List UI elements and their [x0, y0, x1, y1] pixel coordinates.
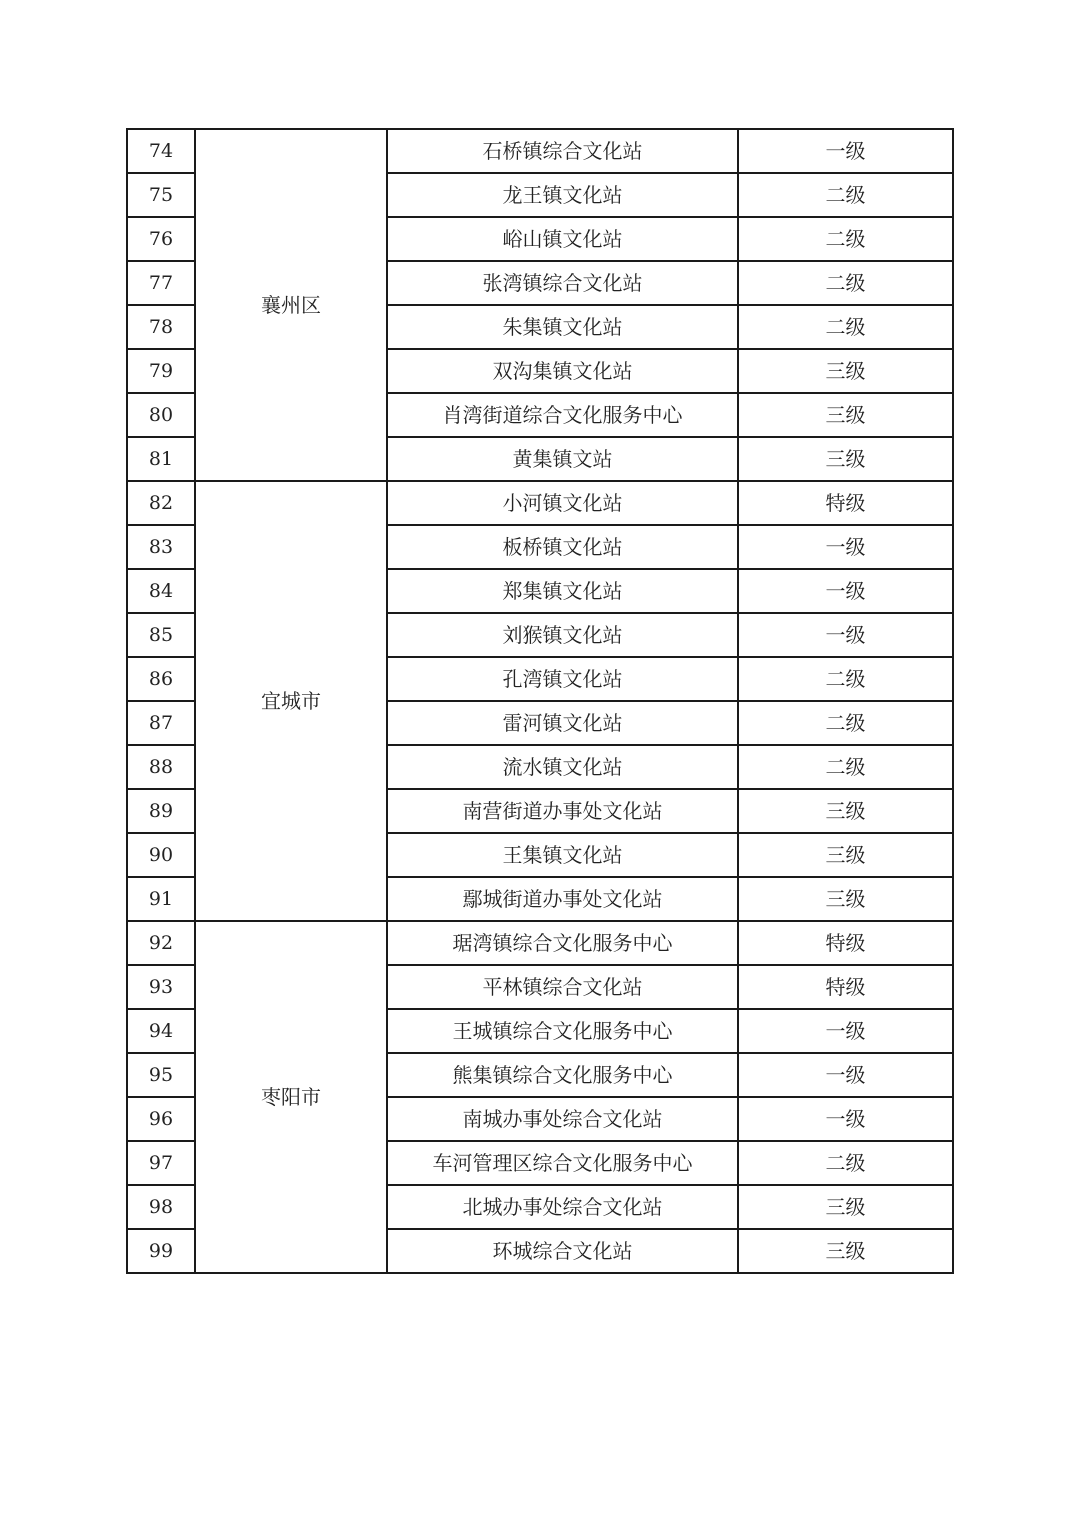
row-number: 95	[127, 1053, 195, 1097]
row-number: 75	[127, 173, 195, 217]
station-name: 环城综合文化站	[387, 1229, 738, 1273]
station-name: 车河管理区综合文化服务中心	[387, 1141, 738, 1185]
station-level: 二级	[738, 657, 953, 701]
row-number: 93	[127, 965, 195, 1009]
row-number: 74	[127, 129, 195, 173]
row-number: 99	[127, 1229, 195, 1273]
station-level: 二级	[738, 217, 953, 261]
station-level: 一级	[738, 525, 953, 569]
station-name: 黄集镇文站	[387, 437, 738, 481]
station-name: 朱集镇文化站	[387, 305, 738, 349]
station-level: 一级	[738, 1097, 953, 1141]
district-name: 襄州区	[195, 129, 387, 481]
row-number: 96	[127, 1097, 195, 1141]
table-row	[127, 921, 953, 965]
station-name: 肖湾街道综合文化服务中心	[387, 393, 738, 437]
station-name: 刘猴镇文化站	[387, 613, 738, 657]
row-number: 86	[127, 657, 195, 701]
row-number: 84	[127, 569, 195, 613]
row-number: 88	[127, 745, 195, 789]
station-name: 南城办事处综合文化站	[387, 1097, 738, 1141]
row-number: 80	[127, 393, 195, 437]
row-number: 82	[127, 481, 195, 525]
row-number: 79	[127, 349, 195, 393]
station-level: 二级	[738, 305, 953, 349]
station-name: 郑集镇文化站	[387, 569, 738, 613]
station-level: 特级	[738, 965, 953, 1009]
row-number: 85	[127, 613, 195, 657]
station-name: 鄢城街道办事处文化站	[387, 877, 738, 921]
station-level: 二级	[738, 173, 953, 217]
station-name: 雷河镇文化站	[387, 701, 738, 745]
station-level: 二级	[738, 1141, 953, 1185]
station-level: 三级	[738, 349, 953, 393]
station-level: 三级	[738, 1185, 953, 1229]
row-number: 83	[127, 525, 195, 569]
table-body	[127, 129, 953, 1273]
station-name: 小河镇文化站	[387, 481, 738, 525]
station-level: 三级	[738, 833, 953, 877]
row-number: 87	[127, 701, 195, 745]
station-name: 北城办事处综合文化站	[387, 1185, 738, 1229]
station-level: 三级	[738, 437, 953, 481]
station-name: 平林镇综合文化站	[387, 965, 738, 1009]
row-number: 94	[127, 1009, 195, 1053]
station-name: 王集镇文化站	[387, 833, 738, 877]
station-level: 特级	[738, 481, 953, 525]
station-level: 三级	[738, 1229, 953, 1273]
station-level: 一级	[738, 129, 953, 173]
station-name: 双沟集镇文化站	[387, 349, 738, 393]
station-name: 板桥镇文化站	[387, 525, 738, 569]
row-number: 89	[127, 789, 195, 833]
district-name: 宜城市	[195, 481, 387, 921]
station-level: 特级	[738, 921, 953, 965]
station-name: 张湾镇综合文化站	[387, 261, 738, 305]
station-level: 二级	[738, 701, 953, 745]
station-name: 琚湾镇综合文化服务中心	[387, 921, 738, 965]
culture-station-table	[126, 128, 954, 1274]
station-level: 三级	[738, 877, 953, 921]
table-row	[127, 129, 953, 173]
row-number: 78	[127, 305, 195, 349]
station-level: 一级	[738, 1053, 953, 1097]
station-name: 龙王镇文化站	[387, 173, 738, 217]
station-level: 一级	[738, 613, 953, 657]
station-name: 王城镇综合文化服务中心	[387, 1009, 738, 1053]
row-number: 81	[127, 437, 195, 481]
row-number: 90	[127, 833, 195, 877]
station-name: 流水镇文化站	[387, 745, 738, 789]
row-number: 76	[127, 217, 195, 261]
district-name: 枣阳市	[195, 921, 387, 1273]
table-row	[127, 481, 953, 525]
station-name: 南营街道办事处文化站	[387, 789, 738, 833]
station-name: 孔湾镇文化站	[387, 657, 738, 701]
station-level: 一级	[738, 1009, 953, 1053]
row-number: 91	[127, 877, 195, 921]
station-name: 石桥镇综合文化站	[387, 129, 738, 173]
row-number: 98	[127, 1185, 195, 1229]
station-level: 三级	[738, 789, 953, 833]
station-name: 熊集镇综合文化服务中心	[387, 1053, 738, 1097]
station-level: 三级	[738, 393, 953, 437]
row-number: 92	[127, 921, 195, 965]
station-level: 二级	[738, 745, 953, 789]
row-number: 77	[127, 261, 195, 305]
station-name: 峪山镇文化站	[387, 217, 738, 261]
station-level: 一级	[738, 569, 953, 613]
station-level: 二级	[738, 261, 953, 305]
row-number: 97	[127, 1141, 195, 1185]
